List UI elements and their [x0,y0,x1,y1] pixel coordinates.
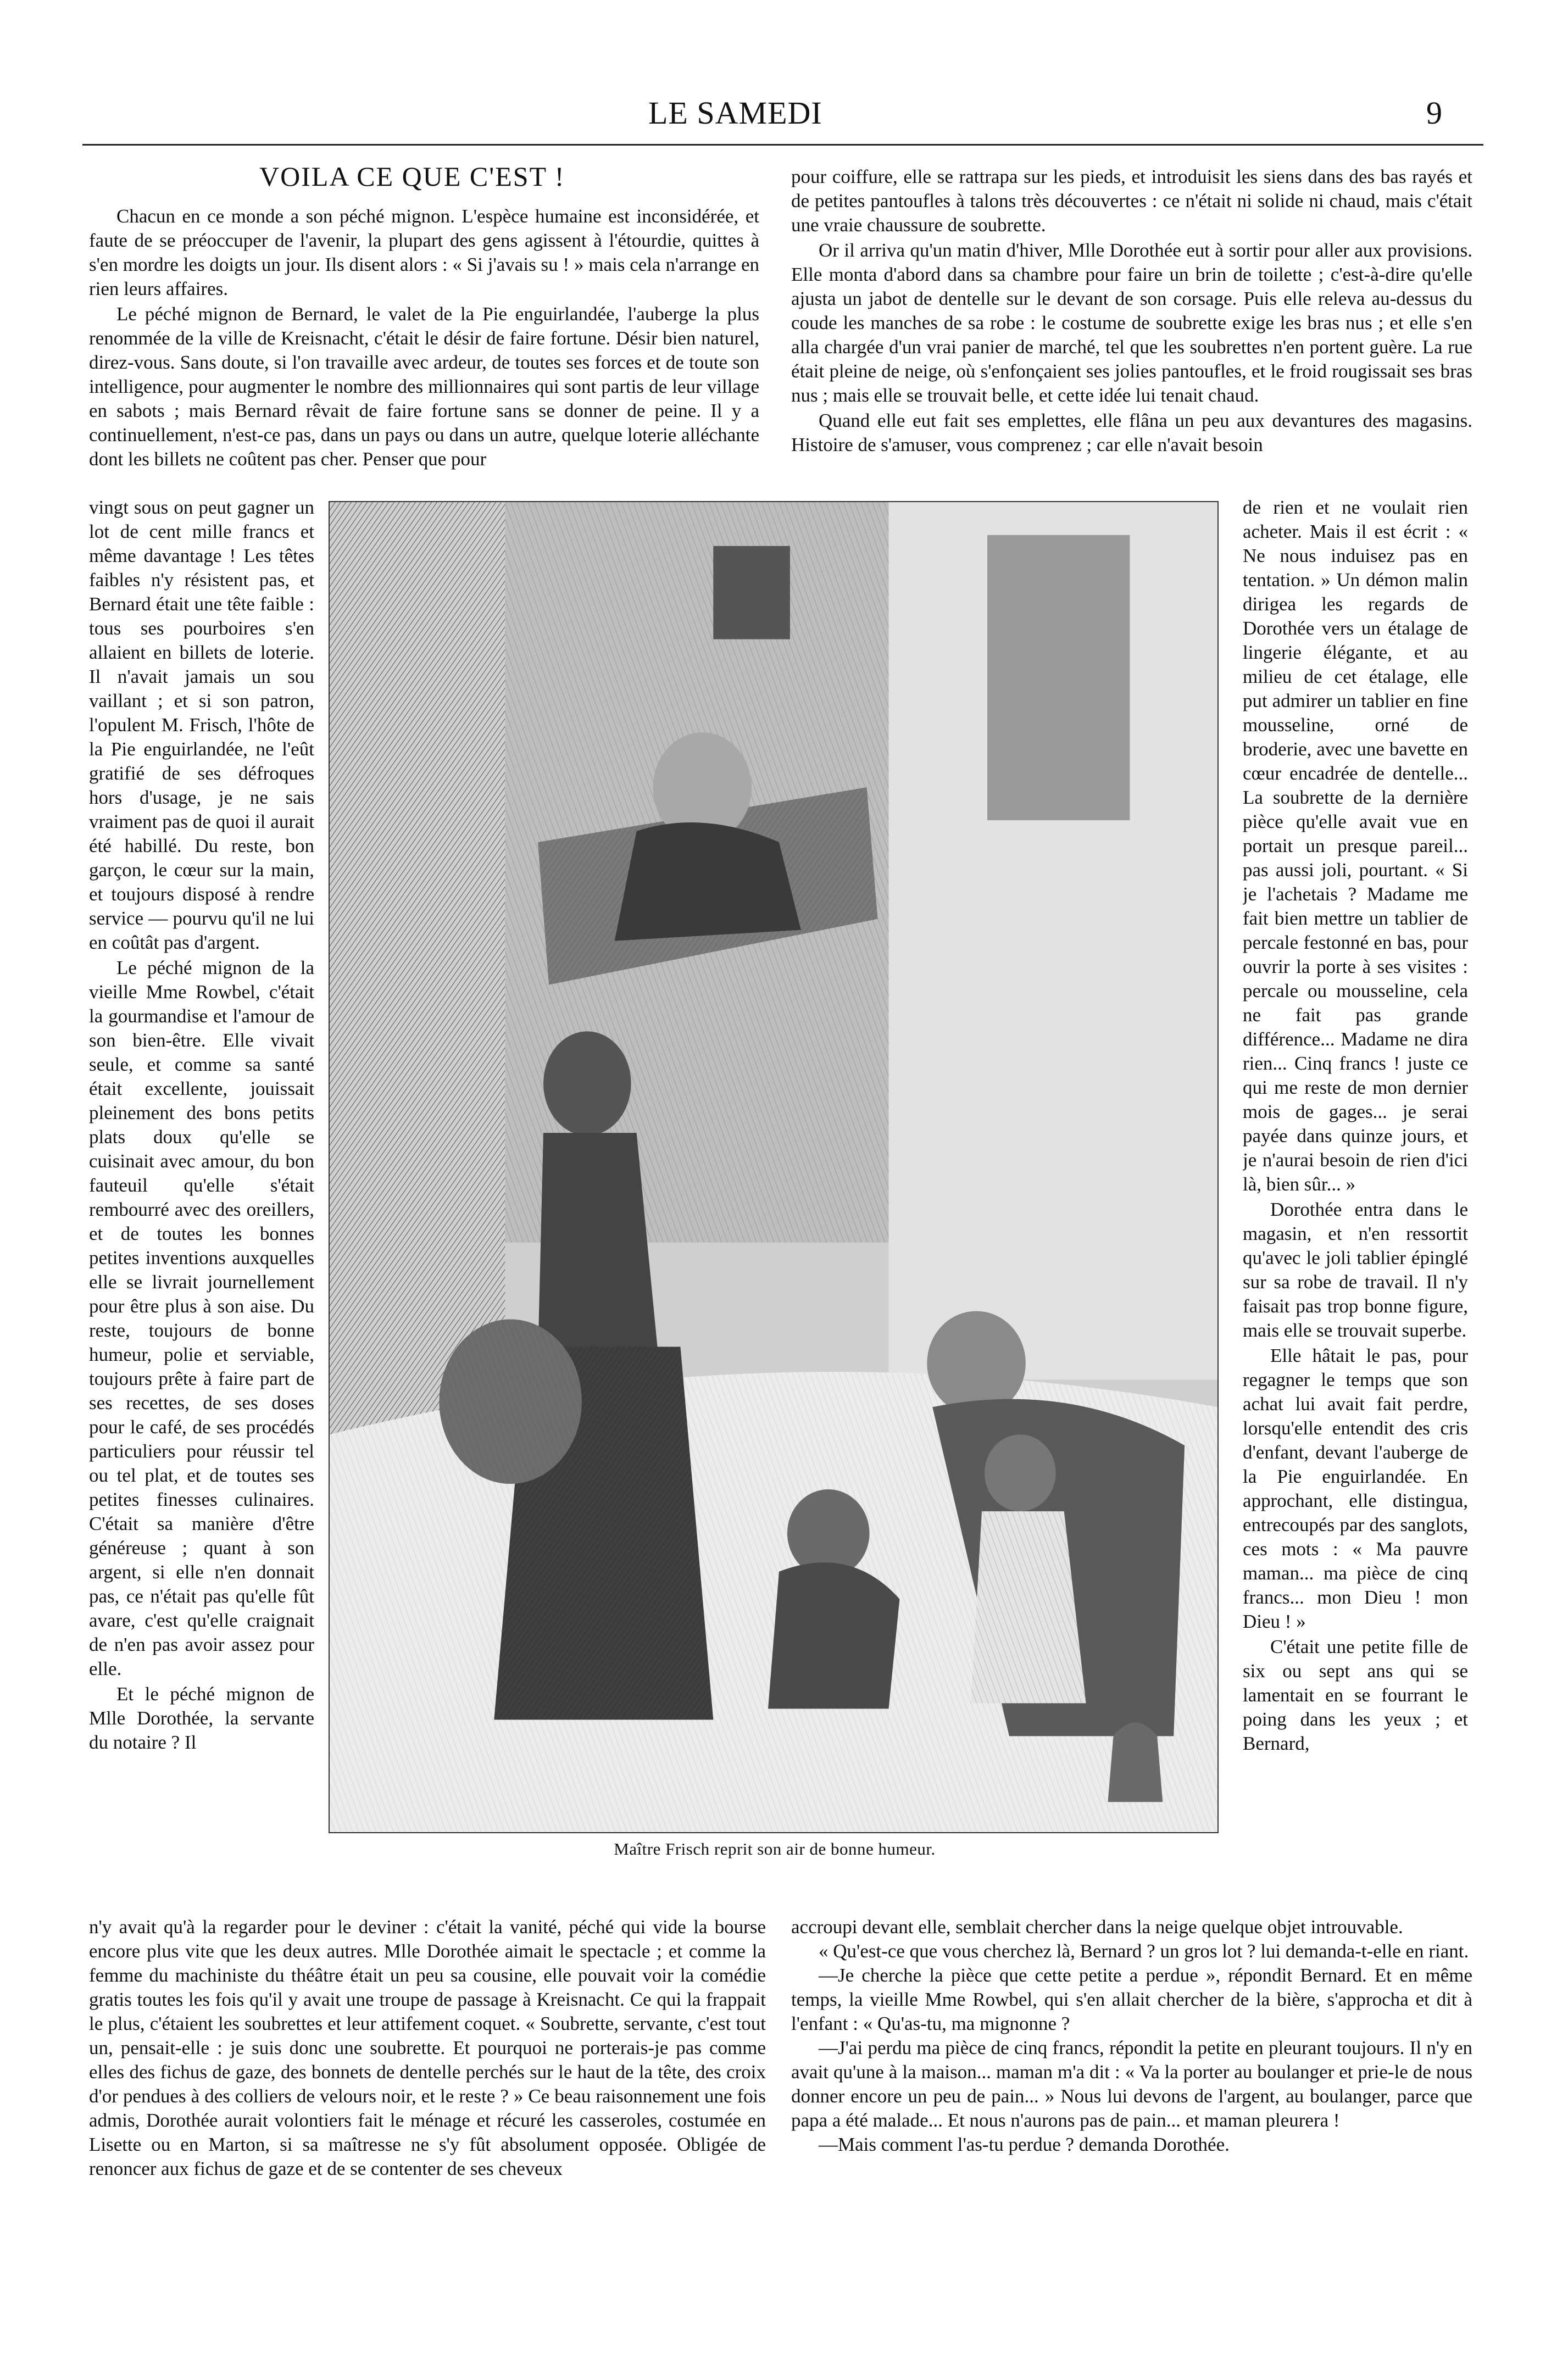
paragraph: Chacun en ce monde a son péché mignon. L'espèce humaine est inconsidérée, et faute de se préoccuper de l'avenir, la plupart des gens agissent à l'étourdie, quittes à s'en mordre les doigts un jour. Ils disent alors : « Si j'avais su ! » mais cela n'arrange en rien leurs affaires. [89,205,759,299]
right-column-top [791,165,1472,457]
page-number: 9 [1426,95,1443,131]
running-title: LE SAMEDI [648,95,822,131]
paragraph: de rien et ne voulait rien acheter. Mais il est écrit : « Ne nous induisez pas en tentation. » Un démon malin dirigea les regards de Dorothée vers un étalage de lingerie élégante, et au milieu de cet étalage, elle put admirer un tablier en fine mousseline, orné de broderie, avec une bavette en cœur encadrée de dentelle... La soubrette de la dernière pièce qu'elle avait vue en portait un presque pareil... pas aussi joli, pourtant. « Si je l'achetais ? Madame me fait bien mettre un tablier de percale festonné en bas, pour ouvrir la porte à ses visites : percale ou mousseline, cela ne fait pas grande différence... Madame ne dira rien... Cinq francs ! juste ce qui me reste de mon dernier mois de gages... je serai payée dans quinze jours, et je n'aurai besoin de rien d'ici là, bien sûr... » [1243,497,1468,1195]
paragraph: Dorothée entra dans le magasin, et n'en ressortit qu'avec le joli tablier épinglé sur sa robe de travail. Il n'y faisait pas trop bonne figure, mais elle se trouvait superbe. [1243,1199,1468,1341]
paragraph: « Qu'est-ce que vous cherchez là, Bernard ? un gros lot ? lui demanda-t-elle en riant. [819,1940,1469,1962]
paragraph: Quand elle eut fait ses emplettes, elle flâna un peu aux devantures des magasins. Histoire de s'amuser, vous comprenez ; car elle n'avait besoin [791,410,1472,455]
header-rule [82,144,1483,146]
paragraph: Le péché mignon de la vieille Mme Rowbel, c'était la gourmandise et l'amour de son bien-être. Elle vivait seule, et comme sa santé était excellente, jouissait pleinement des bons petits plats doux qu'elle se cuisinait avec amour, du bon fauteuil qu'elle s'était rembourré avec des oreillers, et de toutes les bonnes petites inventions auxquelles elle se livrait journellement pour être plus à son aise. Du reste, toujours de bonne humeur, polie et serviable, toujours prête à faire part de ses recettes, de ses doses pour le café, de ses procédés particuliers pour réussir tel ou tel plat, et de toutes ses petites finesses culinaires. C'était sa manière d'être généreuse ; quant à son argent, si elle n'en donnait pas, ce n'était pas qu'elle fût avare, c'est qu'elle craignait de n'en pas avoir assez pour elle. [89,957,314,1679]
illustration-caption: Maître Frisch reprit son air de bonne humeur. [614,1839,936,1858]
street-scene-image [330,502,1217,1832]
paragraph: n'y avait qu'à la regarder pour le deviner : c'était la vanité, péché qui vide la bourse encore plus vite que les deux autres. Mlle Dorothée aimait le spectacle ; et comme la femme du machiniste du théâtre était un peu sa cousine, elle pouvait voir la comédie gratis toutes les fois qu'il y avait une troupe de passage à Kreisnacht. Ce qui la frappait le plus, c'étaient les soubrettes et leur attifement coquet. « Soubrette, servante, c'est tout un, pensait-elle : je suis donc une soubrette. Et pourquoi ne porterais-je pas comme elles des fichus de gaze, des bonnets de dentelle perchés sur le haut de la tête, des croix d'or pendues à des colliers de velours noir, et le reste ? » Ce beau raisonnement une fois admis, Dorothée aurait volontiers fait le ménage et récuré les casseroles, costumée en Lisette ou en Marton, si sa maîtresse ne s'y fût absolument opposée. Obligée de renoncer aux fichus de gaze et de se contenter de ses cheveux [89,1916,766,2179]
right-column-narrow [1243,496,1468,1913]
article-title: VOILA CE QUE C'EST ! [259,161,565,192]
paragraph: —Je cherche la pièce que cette petite a perdue », répondit Bernard. Et en même temps, la vieille Mme Rowbel, qui s'en allait chercher de la bière, s'approcha et dit à l'enfant : « Qu'as-tu, ma mignonne ? [791,1965,1472,2034]
left-column-narrow [89,496,314,1907]
paragraph: C'était une petite fille de six ou sept ans qui se lamentait en se fourrant le poing dans les yeux ; et Bernard, [1243,1636,1468,1754]
paragraph: pour coiffure, elle se rattrapa sur les pieds, et introduisit les siens dans des bas rayés et de petites pantoufles à talons très découvertes : ce n'était ni solide ni chaud, mais c'était une vraie chaussure de soubrette. [791,166,1472,236]
paragraph: —J'ai perdu ma pièce de cinq francs, répondit la petite en pleurant toujours. Il n'y en avait qu'une à la maison... maman m'a dit : « Va la porter au boulanger et prie-le de nous donner encore un peu de pain... » Nous lui devons de l'argent, au boulanger, parce que papa a été malade... Et nous n'aurons pas de pain... et maman pleurera ! [791,2037,1472,2131]
paragraph: —Mais comment l'as-tu perdue ? demanda Dorothée. [819,2134,1230,2155]
paragraph: vingt sous on peut gagner un lot de cent mille francs et même davantage ! Les têtes faibles n'y résistent pas, et Bernard était une tête faible : tous ses pourboires s'en allaient en billets de loterie. Il n'avait jamais un sou vaillant ; et si son patron, l'opulent M. Frisch, l'hôte de la Pie enguirlandée, ne l'eût gratifié de ses défroques hors d'usage, je ne sais vraiment pas de quoi il aurait été habillé. Du reste, bon garçon, le cœur sur la main, et toujours disposé à rendre service — pourvu qu'il ne lui en coûtât pas d'argent. [89,497,314,953]
left-column-bottom [89,1915,766,2181]
right-column-bottom [791,1915,1472,2157]
paragraph: Le péché mignon de Bernard, le valet de la Pie enguirlandée, l'auberge la plus renommée de la ville de Kreisnacht, c'était le désir de faire fortune. Désir bien naturel, direz-vous. Sans doute, si l'on travaille avec ardeur, de toutes ses forces et de toute son intelligence, pour augmenter le nombre des millionnaires qui sont partis de leur village en sabots ; mais Bernard rêvait de faire fortune sans se donner de peine. Il y a continuellement, n'est-ce pas, dans un pays ou dans un autre, quelque loterie alléchante dont les billets ne coûtent pas cher. Penser que pour [89,303,759,470]
paragraph: Or il arriva qu'un matin d'hiver, Mlle Dorothée eut à sortir pour aller aux provisions. Elle monta d'abord dans sa chambre pour faire un brin de toilette ; c'est-à-dire qu'elle ajusta un jabot de dentelle sur le devant de son corsage. Puis elle releva au-dessus du coude les manches de sa robe : le costume de soubrette exige les bras nus ; et elle s'en alla chargée d'un vrai panier de marché, tel que les soubrettes n'en portent guère. La rue était pleine de neige, où s'enfonçaient ses jolies pantoufles, et le froid rougissait ses bras nus ; mais elle se trouvait belle, et cette idée lui tenait chaud. [791,240,1472,406]
paragraph: accroupi devant elle, semblait chercher dans la neige quelque objet introuvable. [791,1916,1403,1938]
paragraph: Et le péché mignon de Mlle Dorothée, la servante du notaire ? Il [89,1683,314,1753]
left-column-top [89,204,759,471]
engraving-illustration [329,501,1219,1833]
paragraph: Elle hâtait le pas, pour regagner le temps que son achat lui avait fait perdre, lorsqu'elle entendit des cris d'enfant, devant l'auberge de la Pie enguirlandée. En approchant, elle distingua, entrecoupés par des sanglots, ces mots : « Ma pauvre maman... ma pièce de cinq francs... mon Dieu ! mon Dieu ! » [1243,1345,1468,1632]
